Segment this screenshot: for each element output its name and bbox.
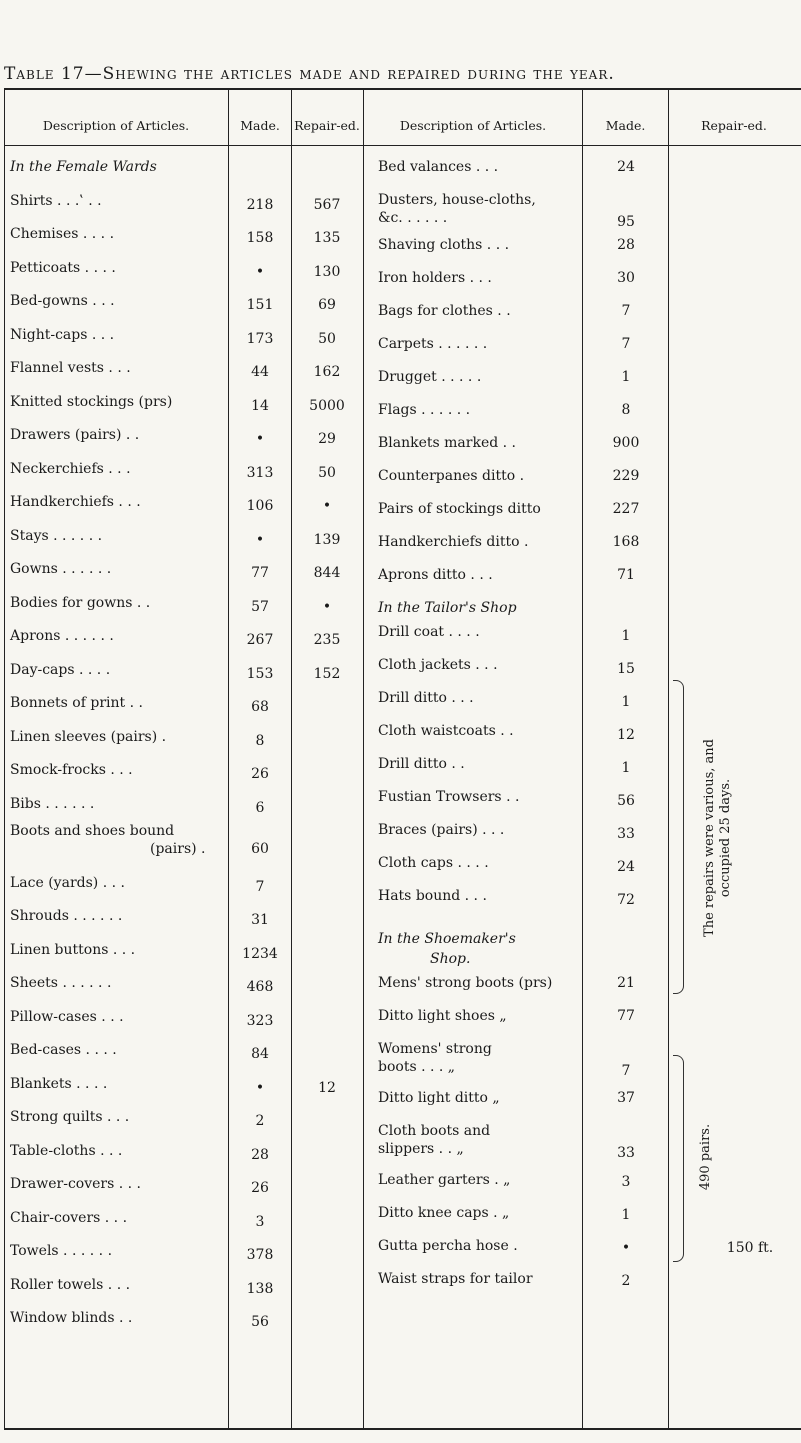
tailor-row-label: Hats bound . . . (378, 888, 487, 904)
left-row-repaired: • (322, 498, 332, 514)
shoe-row-label: Ditto light ditto „ (378, 1090, 500, 1106)
tailor-row-made: 1 (621, 760, 631, 776)
left-row-label: Bed-gowns . . . (10, 293, 115, 309)
left-row-repaired: 844 (313, 565, 341, 581)
shoe-row-label: Womens' strong (378, 1041, 492, 1057)
right-row-label: Drugget . . . . . (378, 369, 482, 385)
shoe-row-label-cont: boots . . . „ (378, 1059, 456, 1075)
right-row-label: Bags for clothes . . (378, 303, 511, 319)
tailor-note (702, 678, 738, 998)
col-sep-5 (668, 90, 669, 1428)
left-row-label: Chemises . . . . (10, 226, 115, 242)
left-row-label: Shrouds . . . . . . (10, 908, 123, 924)
left-row-label: Chair-covers . . . (10, 1209, 128, 1226)
right-row-made: 71 (617, 567, 635, 583)
left-row-made: 158 (246, 230, 274, 246)
left-row-label: Flannel vests . . . (10, 360, 131, 376)
left-row-label: Table-cloths . . . (10, 1142, 123, 1159)
right-row-made: 30 (617, 270, 635, 286)
left-row-made: 14 (251, 397, 269, 414)
header-underline (4, 145, 801, 146)
left-row-label: Roller towels . . . (10, 1276, 131, 1293)
right-row-made: 95 (617, 214, 635, 230)
left-row-made: 106 (246, 498, 274, 514)
tailor-row-label: Cloth caps . . . . (378, 855, 489, 871)
right-row-label: Carpets . . . . . . (378, 336, 488, 352)
left-row-label: Knitted stockings (prs) (10, 393, 173, 410)
right-row-label: Counterpanes ditto . (378, 468, 525, 484)
left-row-made: • (255, 531, 265, 548)
right-row-label: Waist straps for tailor (378, 1271, 533, 1287)
left-row-repaired: 50 (318, 464, 336, 481)
tailor-row-made: 56 (617, 793, 635, 809)
left-row-made: 1234 (242, 945, 278, 962)
left-row-label: Drawer-covers . . . (10, 1176, 141, 1192)
left-row-repaired: 5000 (309, 397, 345, 414)
left-row-label: Bonnets of print . . (10, 695, 143, 711)
right-row-label: Ditto knee caps . „ (378, 1205, 510, 1221)
left-row-made: 31 (251, 912, 269, 928)
shoe-row-made: 77 (617, 1008, 635, 1024)
left-row-label: Strong quilts . . . (10, 1109, 130, 1125)
left-row-repaired: 135 (313, 230, 341, 246)
left-row-made: 26 (251, 1180, 269, 1196)
left-row-made: 77 (251, 565, 269, 581)
left-row-label: Petticoats . . . . (10, 259, 116, 276)
left-row-repaired: 69 (318, 297, 336, 313)
right-row-made: 24 (617, 159, 635, 175)
left-row-label: Aprons . . . . . . (10, 628, 114, 644)
right-row-made: 900 (612, 435, 640, 451)
left-row-label: Blankets . . . . (10, 1075, 108, 1092)
tailor-note-line1: The repairs were various, and (702, 739, 717, 937)
left-row-repaired: 12 (318, 1079, 336, 1096)
left-row-label: Linen sleeves (pairs) . (10, 728, 167, 745)
left-row-made: 323 (246, 1012, 274, 1029)
left-row-label: Drawers (pairs) . . (10, 427, 140, 443)
right-row-made: 229 (612, 468, 640, 484)
left-row-label: Sheets . . . . . . (10, 975, 112, 991)
left-row-repaired: 50 (318, 330, 336, 347)
left-row-made: 153 (246, 665, 274, 682)
tailor-section-title: In the Tailor's Shop (378, 600, 517, 616)
left-row-label: Smock-frocks . . . (10, 762, 133, 778)
left-row-label: Towels . . . . . . (10, 1243, 113, 1259)
left-row-made: 2 (255, 1113, 265, 1129)
page-title: Table 17—Shewing the articles made and repaired during the year. (4, 64, 615, 84)
left-row-label-cont: (pairs) . (150, 841, 206, 857)
left-row-label: Stays . . . . . . (10, 527, 103, 544)
tailor-row-made: 12 (617, 727, 635, 743)
left-row-label: Lace (yards) . . . (10, 874, 125, 891)
right-row-label: Shaving cloths . . . (378, 237, 510, 253)
left-row-made: • (255, 263, 265, 280)
header-repaired-left: Repair-ed. (294, 118, 360, 133)
left-row-label: Bodies for gowns . . (10, 594, 151, 611)
left-row-made: 57 (251, 598, 269, 615)
left-row-made: 378 (246, 1247, 274, 1263)
tailor-row-label: Drill coat . . . . (378, 624, 480, 640)
col-sep-3 (363, 90, 364, 1428)
right-row-made: 227 (612, 501, 640, 517)
right-row-made: 1 (621, 1207, 631, 1223)
tailor-row-label: Drill ditto . . (378, 756, 465, 772)
tailor-row-label: Drill ditto . . . (378, 690, 474, 706)
right-row-label: Leather garters . „ (378, 1172, 511, 1188)
shoe-row-label: Mens' strong boots (prs) (378, 975, 553, 991)
left-row-made: 218 (246, 196, 274, 213)
right-row-label: Aprons ditto . . . (378, 567, 493, 583)
left-row-made: 6 (255, 799, 265, 816)
left-row-made: 56 (251, 1314, 269, 1330)
left-row-made: 313 (246, 464, 274, 481)
right-row-made: 3 (621, 1174, 631, 1190)
right-row-label: Bed valances . . . (378, 159, 499, 175)
right-row-made: 2 (621, 1273, 631, 1289)
right-row-made: 1 (621, 369, 631, 385)
left-row-made: 68 (251, 699, 269, 715)
shoe-row-made: 37 (617, 1090, 635, 1106)
tailor-row-label: Cloth jackets . . . (378, 657, 498, 673)
left-row-repaired: 29 (318, 431, 336, 447)
right-row-label-cont: &c. . . . . . (378, 210, 448, 226)
left-row-made: 84 (251, 1046, 269, 1062)
right-row-made: 8 (621, 402, 631, 418)
right-row-made: 7 (621, 303, 631, 319)
right-row-repaired: 150 ft. (726, 1240, 774, 1256)
right-row-made: 168 (612, 534, 640, 550)
shoe-row-label: Ditto light shoes „ (378, 1008, 507, 1024)
left-row-label: Boots and shoes bound (10, 823, 175, 839)
left-row-made: • (255, 431, 265, 447)
left-row-made: 138 (246, 1280, 274, 1297)
left-row-made: 7 (255, 878, 265, 895)
left-row-repaired: 152 (313, 665, 341, 682)
tailor-row-made: 24 (617, 859, 635, 875)
left-row-repaired: • (322, 598, 332, 615)
left-row-made: 26 (251, 766, 269, 782)
shoe-row-label: Cloth boots and (378, 1123, 491, 1139)
left-row-made: 468 (246, 979, 274, 995)
left-row-label: Gowns . . . . . . (10, 561, 112, 577)
tailor-row-made: 33 (617, 826, 635, 842)
left-row-repaired: 567 (313, 196, 341, 213)
left-row-repaired: 162 (313, 364, 341, 380)
shoe-brace (673, 1055, 684, 1262)
left-row-label: Night-caps . . . (10, 326, 115, 343)
left-row-made: 60 (251, 841, 269, 857)
right-row-label: Blankets marked . . (378, 435, 517, 451)
right-row-made: 7 (621, 336, 631, 352)
left-row-label: Neckerchiefs . . . (10, 460, 131, 477)
left-row-label: Pillow-cases . . . (10, 1008, 124, 1025)
left-row-made: 151 (246, 297, 274, 313)
right-row-label: Handkerchiefs ditto . (378, 534, 529, 550)
tailor-row-label: Fustian Trowsers . . (378, 789, 520, 805)
shoe-row-label-cont: slippers . . „ (378, 1141, 464, 1157)
bottom-rule (4, 1428, 801, 1430)
left-row-made: 28 (251, 1146, 269, 1163)
left-row-label: Bibs . . . . . . (10, 795, 95, 812)
right-row-label: Gutta percha hose . (378, 1238, 518, 1254)
header-description-right: Description of Articles. (399, 118, 547, 133)
header-description-left: Description of Articles. (42, 118, 190, 133)
left-row-repaired: 139 (313, 531, 341, 548)
header-repaired-right: Repair-ed. (701, 118, 767, 133)
shoe-section-title-cont: Shop. (430, 951, 471, 967)
header-made-right: Made. (605, 118, 646, 133)
left-row-label: Bed-cases . . . . (10, 1042, 117, 1058)
header-rule-left (4, 90, 5, 1430)
top-rule (4, 88, 801, 90)
left-row-made: • (255, 1079, 265, 1096)
left-row-made: 8 (255, 732, 265, 749)
tailor-row-label: Braces (pairs) . . . (378, 822, 505, 838)
shoe-note: 490 pairs. (698, 1123, 713, 1191)
shoe-row-made: 7 (621, 1063, 631, 1079)
left-row-made: 267 (246, 632, 274, 648)
tailor-row-made: 15 (617, 661, 635, 677)
right-row-label: Iron holders . . . (378, 270, 492, 286)
left-row-made: 3 (255, 1213, 265, 1230)
left-row-label: Handkerchiefs . . . (10, 494, 141, 510)
right-row-made: • (621, 1240, 631, 1256)
left-row-label: Window blinds . . (10, 1310, 133, 1326)
shoe-row-made: 33 (617, 1145, 635, 1161)
left-row-made: 44 (251, 364, 269, 380)
col-sep-4 (582, 90, 583, 1428)
left-row-label: Shirts . . .‛ . . (10, 192, 102, 209)
right-row-label: Dusters, house-cloths, (378, 192, 536, 208)
left-row-made: 173 (246, 330, 274, 347)
header-made-left: Made. (240, 118, 280, 133)
tailor-brace (673, 680, 684, 994)
shoe-row-made: 21 (617, 975, 635, 991)
right-row-label: Pairs of stockings ditto (378, 501, 541, 517)
left-row-repaired: 235 (313, 632, 341, 648)
right-row-label: Flags . . . . . . (378, 402, 471, 418)
col-sep-2 (291, 90, 292, 1428)
tailor-row-made: 72 (617, 892, 635, 908)
left-section-title: In the Female Wards (10, 159, 157, 175)
tailor-row-label: Cloth waistcoats . . (378, 723, 514, 739)
tailor-note-line2: occupied 25 days. (718, 778, 733, 898)
tailor-row-made: 1 (621, 628, 631, 644)
left-row-label: Day-caps . . . . (10, 661, 111, 678)
left-row-label: Linen buttons . . . (10, 941, 136, 958)
left-row-repaired: 130 (313, 263, 341, 280)
shoe-section-title: In the Shoemaker's (378, 931, 516, 947)
tailor-row-made: 1 (621, 694, 631, 710)
right-row-made: 28 (617, 237, 635, 253)
